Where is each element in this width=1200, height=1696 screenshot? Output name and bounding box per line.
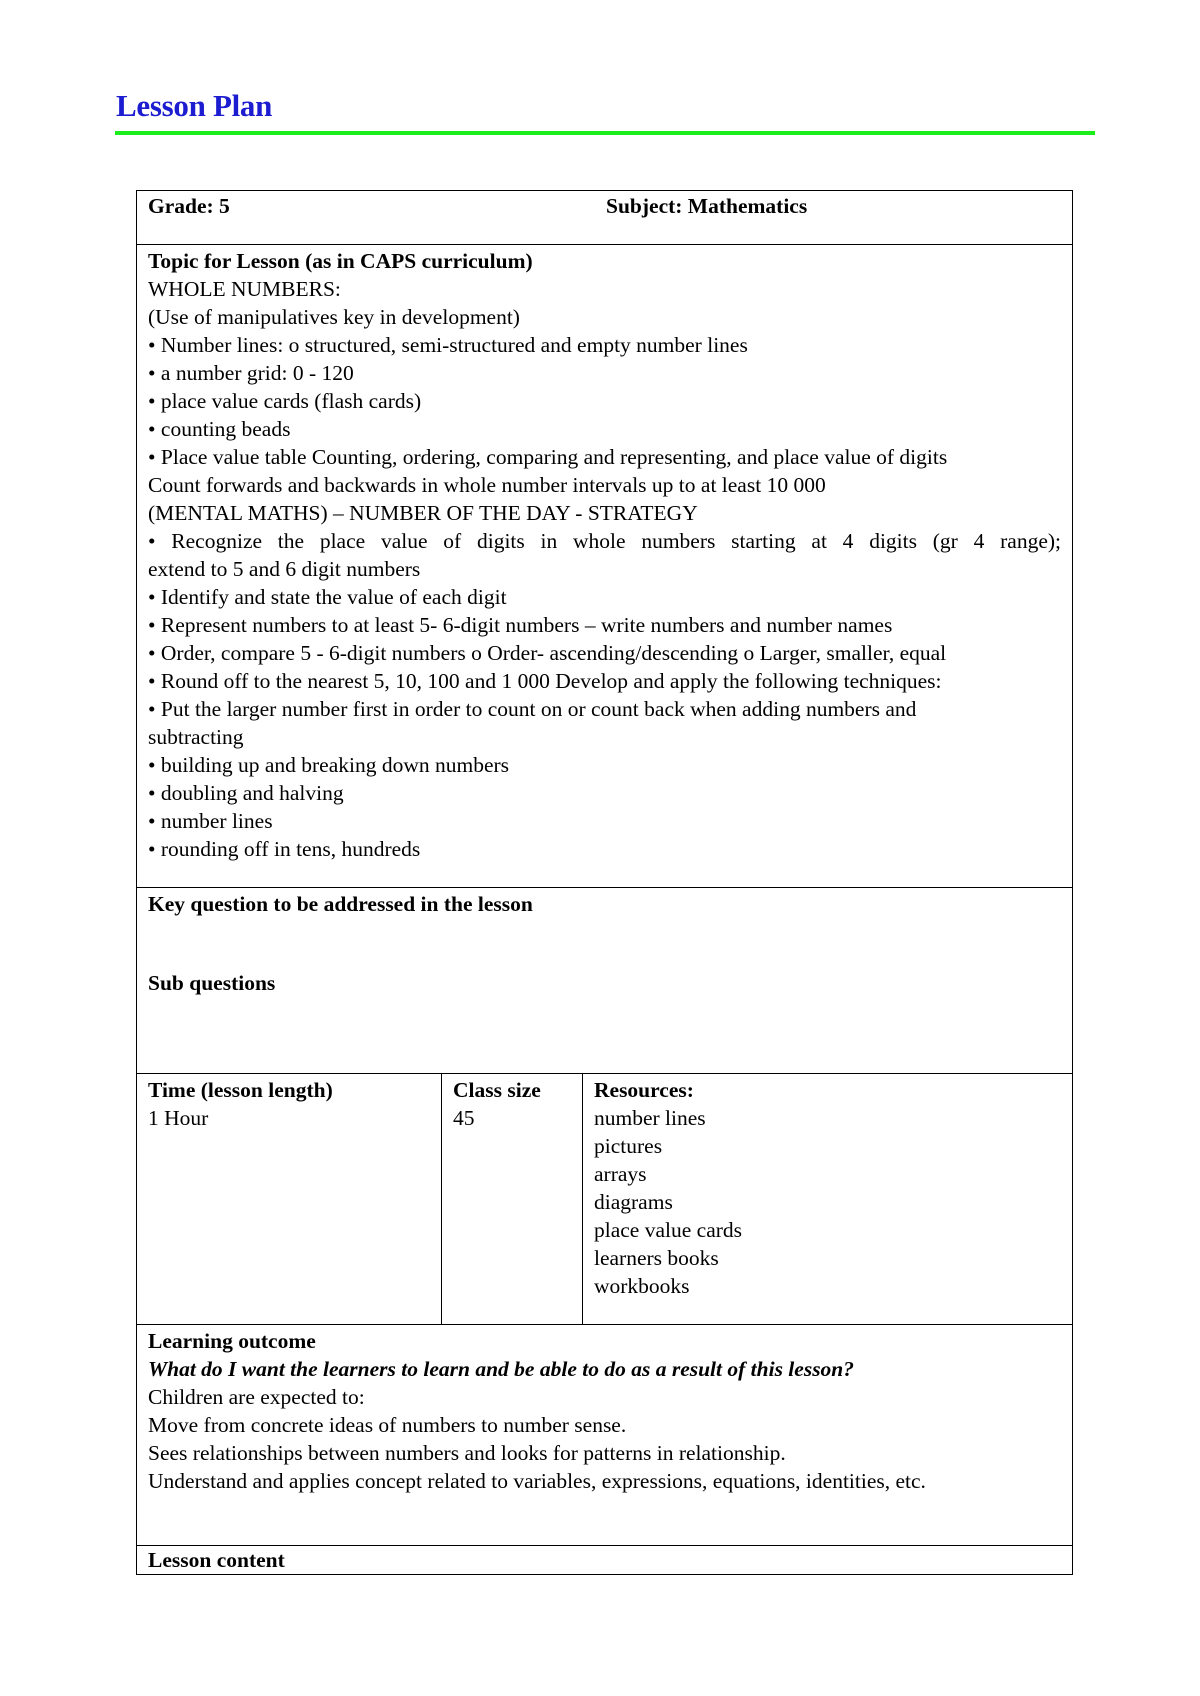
resources-cell [583, 1076, 753, 1300]
topic-line: • number lines [148, 809, 273, 833]
resource-item: arrays [594, 1162, 647, 1186]
topic-cell [137, 247, 1072, 863]
time-heading: Time (lesson length) [148, 1078, 333, 1102]
topic-line: • Recognize the place value of digits in whole numbers starting at 4 digits (gr 4 range); [148, 529, 1061, 553]
document-title: Lesson Plan [116, 88, 273, 123]
topic-heading: Topic for Lesson (as in CAPS curriculum) [148, 249, 533, 273]
topic-line: • Put the larger number first in order to count on or count back when adding numbers and [148, 697, 917, 721]
resource-item: diagrams [594, 1190, 673, 1214]
topic-line: WHOLE NUMBERS: [148, 277, 341, 301]
topic-line: • Order, compare 5 - 6-digit numbers o Order- ascending/descending o Larger, smaller, equal [148, 641, 947, 665]
topic-line: • Represent numbers to at least 5- 6-digit numbers – write numbers and number names [148, 613, 893, 637]
topic-line: extend to 5 and 6 digit numbers [148, 557, 421, 581]
lesson-content-heading: Lesson content [148, 1548, 285, 1572]
outcome-line: Sees relationships between numbers and looks for patterns in relationship. [148, 1441, 786, 1465]
topic-line: (MENTAL MATHS) – NUMBER OF THE DAY - STRATEGY [148, 501, 698, 525]
key-question-heading: Key question to be addressed in the lesson [148, 892, 533, 916]
time-cell [137, 1076, 344, 1132]
topic-line: • counting beads [148, 417, 291, 441]
resource-item: pictures [594, 1134, 663, 1158]
topic-line: • Number lines: o structured, semi-structured and empty number lines [148, 333, 748, 357]
topic-line: • building up and breaking down numbers [148, 753, 510, 777]
resource-item: workbooks [594, 1274, 690, 1298]
class-size-value: 45 [453, 1106, 475, 1130]
learning-outcome-question: What do I want the learners to learn and be able to do as a result of this lesson? [148, 1357, 855, 1381]
topic-line: • a number grid: 0 - 120 [148, 361, 354, 385]
outcome-line: Move from concrete ideas of numbers to number sense. [148, 1413, 627, 1437]
topic-line: • Identify and state the value of each digit [148, 585, 507, 609]
grade-label: Grade: 5 [148, 194, 230, 218]
learning-outcome-cell [137, 1327, 937, 1495]
resource-item: number lines [594, 1106, 706, 1130]
topic-line: • Round off to the nearest 5, 10, 100 and 1 000 Develop and apply the following techniques: [148, 669, 942, 693]
class-size-heading: Class size [453, 1078, 541, 1102]
sub-questions-heading: Sub questions [148, 971, 276, 995]
resource-item: place value cards [594, 1218, 743, 1242]
resource-item: learners books [594, 1246, 719, 1270]
class-size-cell [442, 1076, 552, 1132]
outcome-line: Understand and applies concept related to variables, expressions, equations, identities, etc. [148, 1469, 926, 1493]
title-underline [115, 131, 1095, 135]
subject-label: Subject: Mathematics [606, 194, 808, 218]
topic-line: • place value cards (flash cards) [148, 389, 422, 413]
time-value: 1 Hour [148, 1106, 209, 1130]
topic-line: subtracting [148, 725, 244, 749]
outcome-line: Children are expected to: [148, 1385, 365, 1409]
topic-line: • rounding off in tens, hundreds [148, 837, 421, 861]
topic-line: • Place value table Counting, ordering, comparing and representing, and place value of digits [148, 445, 948, 469]
learning-outcome-heading: Learning outcome [148, 1329, 316, 1353]
resources-heading: Resources: [594, 1078, 694, 1102]
topic-line: • doubling and halving [148, 781, 344, 805]
topic-line: Count forwards and backwards in whole number intervals up to at least 10 000 [148, 473, 826, 497]
topic-line: (Use of manipulatives key in development) [148, 305, 520, 329]
